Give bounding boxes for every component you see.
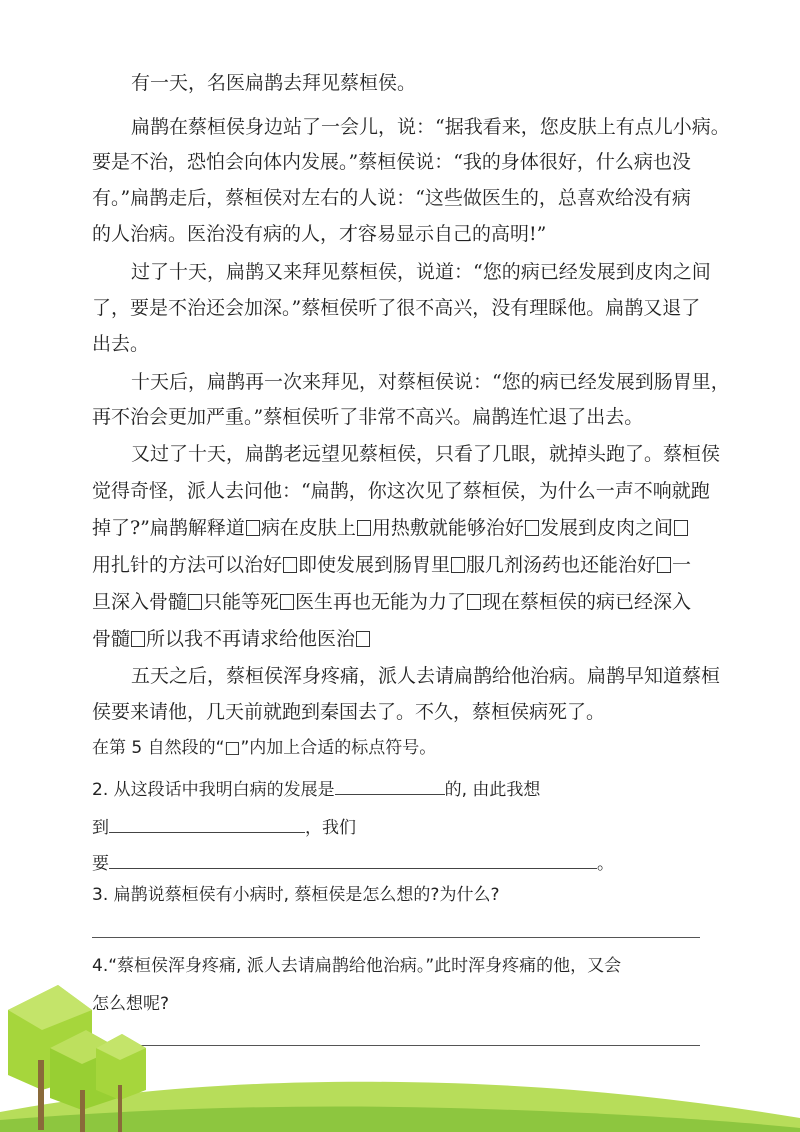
story-line: 有一天，名医扁鹊去拜见蔡桓侯。 — [131, 72, 417, 94]
story-line: 的人治病。医治没有病的人，才容易显示自己的高明!” — [92, 223, 547, 245]
segment: 骨髓 — [92, 628, 131, 650]
segment: 即使发展到肠胃里 — [298, 554, 451, 576]
q2-text: 的, 由此我想 — [444, 780, 541, 800]
story-line: 再不治会更加严重。”蔡桓侯听了非常不高兴。扁鹊连忙退了出去。 — [92, 406, 644, 428]
segment: 掉了?”扁鹊解释道 — [92, 517, 245, 539]
story-line: 觉得奇怪，派人去问他：“扁鹊，你这次见了蔡桓侯，为什么一声不响就跑 — [92, 480, 710, 502]
question-3: 3. 扁鹊说蔡桓侯有小病时, 蔡桓侯是怎么想的?为什么? — [92, 885, 500, 905]
story-line: 扁鹊在蔡桓侯身边站了一会儿，说：“据我看来，您皮肤上有点儿小病。 — [131, 116, 730, 138]
story-line: 五天之后，蔡桓侯浑身疼痛，派人去请扁鹊给他治病。扁鹊早知道蔡桓 — [131, 665, 721, 687]
q2-text: 2. 从这段话中我明白病的发展是 — [92, 780, 335, 800]
q2-text: 要 — [92, 854, 109, 874]
question-4: 4.“蔡桓侯浑身疼痛, 派人去请扁鹊给他治病。”此时浑身疼痛的他，又会 — [92, 956, 622, 976]
segment: 用扎针的方法可以治好 — [92, 554, 283, 576]
segment: 现在蔡桓侯的病已经深入 — [482, 591, 692, 613]
segment: 一 — [672, 554, 692, 576]
question-4-line-2: 怎么想呢? — [92, 994, 170, 1014]
segment: 只能等死 — [203, 591, 280, 613]
segment: 医生再也无能为力了 — [295, 591, 467, 613]
story-line: 了，要是不治还会加深。”蔡桓侯听了很不高兴，没有理睬他。扁鹊又退了 — [92, 297, 701, 319]
segment: 用热敷就能够治好 — [371, 517, 524, 539]
segment: 服几剂汤药也还能治好 — [466, 554, 657, 576]
q2-text: ，我们 — [305, 818, 356, 838]
segment: 旦深入骨髓 — [92, 591, 188, 613]
story-line: 侯要来请他，几天前就跑到秦国去了。不久，蔡桓侯病死了。 — [92, 701, 606, 723]
segment: 发展到皮肉之间 — [539, 517, 673, 539]
segment: 所以我不再请求给他医治 — [146, 628, 356, 650]
q2-text: 到 — [92, 818, 109, 838]
question-1: 在第 5 自然段的“□”内加上合适的标点符号。 — [92, 738, 437, 758]
segment: 病在皮肤上 — [260, 517, 356, 539]
story-line: 有。”扁鹊走后，蔡桓侯对左右的人说：“这些做医生的，总喜欢给没有病 — [92, 187, 691, 209]
story-line: 过了十天，扁鹊又来拜见蔡桓侯，说道：“您的病已经发展到皮肉之间 — [131, 261, 711, 283]
story-line: 要是不治，恐怕会向体内发展。”蔡桓侯说：“我的身体很好，什么病也没 — [92, 151, 691, 173]
story-line: 十天后，扁鹊再一次来拜见，对蔡桓侯说：“您的病已经发展到肠胃里， — [131, 371, 730, 393]
q2-text: 。 — [597, 854, 614, 874]
story-line: 又过了十天，扁鹊老远望见蔡桓侯，只看了几眼，就掉头跑了。蔡桓侯 — [131, 443, 721, 465]
story-line: 出去。 — [92, 333, 150, 355]
